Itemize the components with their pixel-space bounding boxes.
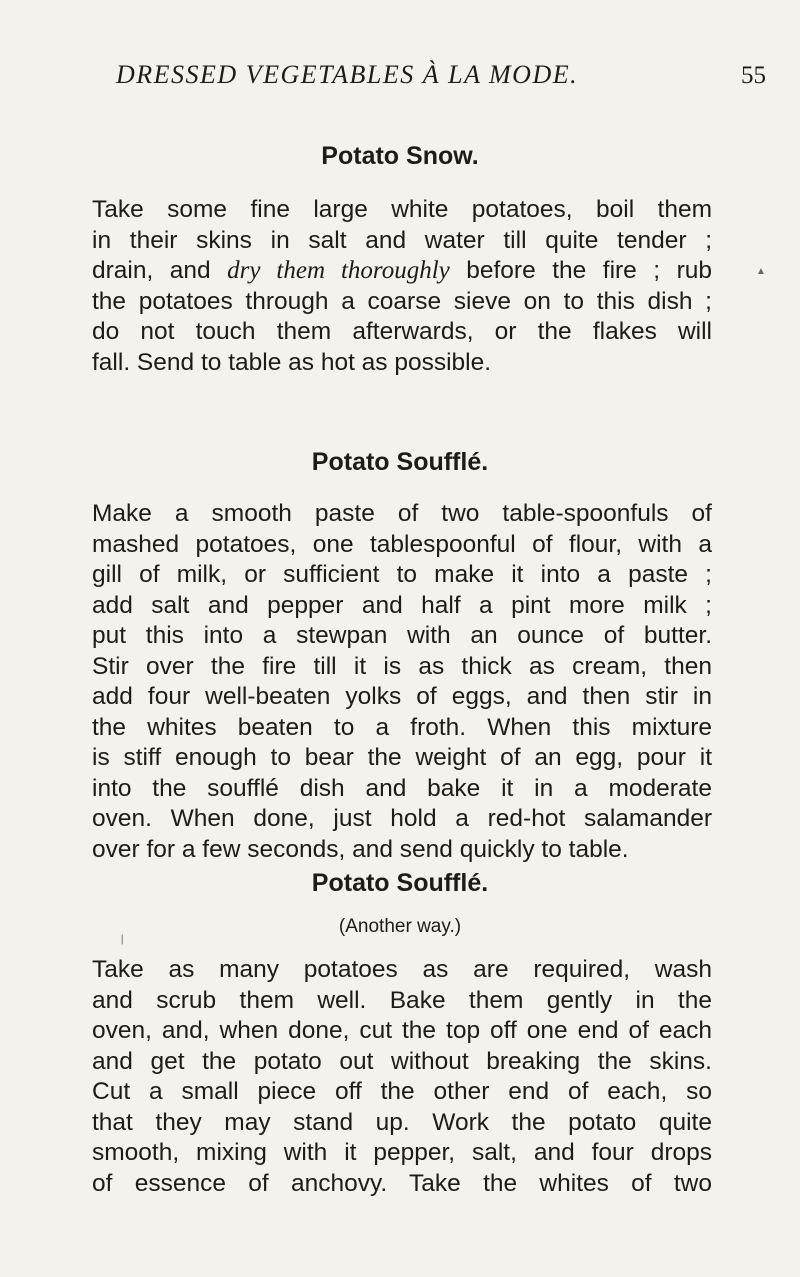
- page-number: 55: [741, 62, 766, 89]
- section-subheading: (Another way.): [338, 916, 462, 937]
- line-prefix: drain, and: [92, 257, 228, 284]
- text-line: mashed potatoes, one tablespoonful of flour, with a: [92, 530, 712, 558]
- text-line: the whites beaten to a froth. When this mixture: [92, 713, 712, 741]
- recipe-paragraph-potato-souffle: [92, 499, 712, 865]
- text-line: oven, and, when done, cut the top off one end of each: [92, 1017, 712, 1044]
- text-line: Cut a small piece off the other end of each, so: [92, 1078, 712, 1105]
- text-line: Take as many potatoes as are required, wash: [92, 956, 712, 983]
- section-heading-potato-souffle-another-way: Potato Soufflé.: [311, 869, 489, 897]
- text-line: smooth, mixing with it pepper, salt, and four drops: [92, 1139, 712, 1166]
- text-line: the potatoes through a coarse sieve on to this dish ;: [92, 287, 712, 315]
- text-line: oven. When done, just hold a red-hot salamander: [92, 805, 712, 832]
- section-heading-potato-souffle: Potato Soufflé.: [311, 448, 489, 476]
- text-line: Make a smooth paste of two table-spoonfuls of: [92, 500, 712, 527]
- text-line: and scrub them well. Bake them gently in the: [92, 986, 712, 1014]
- text-line: in their skins in salt and water till quite tender ;: [92, 226, 712, 254]
- text-line: add salt and pepper and half a pint more milk ;: [92, 591, 712, 619]
- text-line: put this into a stewpan with an ounce of butter.: [92, 622, 712, 649]
- section-heading-potato-snow: Potato Snow.: [321, 142, 479, 170]
- print-speck: ❘: [118, 934, 127, 945]
- text-line: of essence of anchovy. Take the whites of two: [92, 1169, 712, 1197]
- text-line: do not touch them afterwards, or the flakes will: [92, 318, 712, 345]
- text-line: fall. Send to table as hot as possible.: [92, 348, 492, 376]
- text-line: Take some fine large white potatoes, boil them: [92, 196, 712, 223]
- line-suffix: before the fire ; rub: [466, 257, 712, 284]
- running-head: [116, 60, 766, 100]
- emphasis-text: dry them thoroughly: [227, 257, 450, 284]
- text-line: gill of milk, or sufficient to make it into a paste ;: [92, 561, 712, 588]
- text-line-with-emphasis: [92, 256, 712, 287]
- recipe-paragraph-potato-souffle-another-way: [92, 955, 712, 1199]
- text-line: that they may stand up. Work the potato quite: [92, 1108, 712, 1136]
- recipe-paragraph-potato-snow: [92, 195, 712, 378]
- text-line: Stir over the fire till it is as thick as cream, then: [92, 652, 712, 680]
- running-title: DRESSED VEGETABLES À LA MODE.: [116, 60, 579, 89]
- text-line: and get the potato out without breaking the skins.: [92, 1047, 712, 1075]
- print-speck: ▲: [756, 266, 766, 277]
- text-line: into the soufflé dish and bake it in a moderate: [92, 774, 712, 802]
- text-line: is stiff enough to bear the weight of an egg, pour it: [92, 744, 712, 771]
- text-line: add four well-beaten yolks of eggs, and then stir in: [92, 683, 712, 710]
- text-line: over for a few seconds, and send quickly to table.: [92, 835, 629, 863]
